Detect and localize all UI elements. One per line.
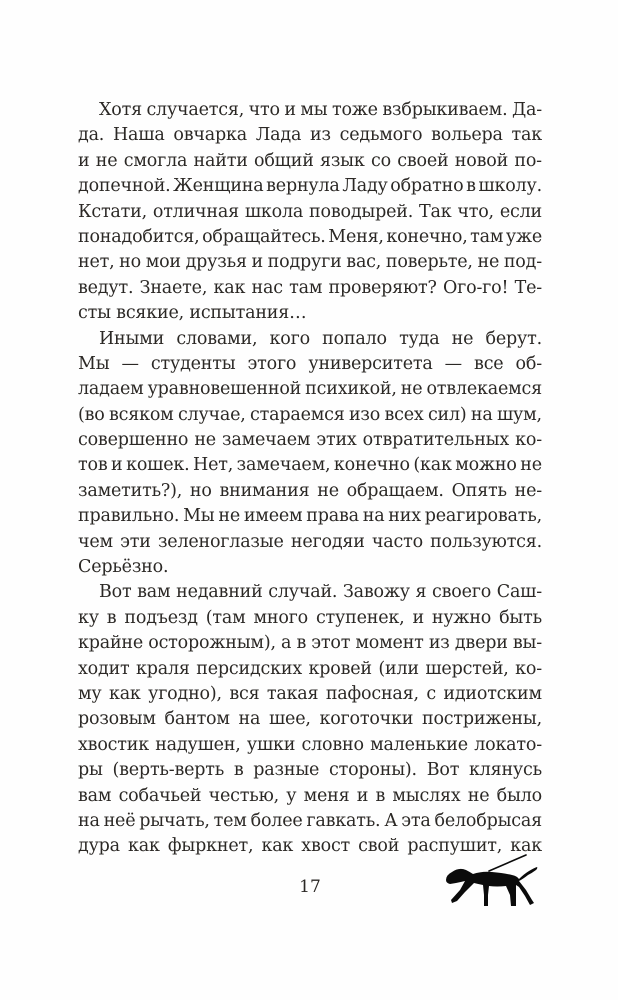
text-line: правильно. Мы не имеем права на них реагировать, xyxy=(78,506,542,527)
text-line: да. Наша овчарка Лада из седьмого вольера так xyxy=(78,125,542,146)
leash-line xyxy=(489,855,526,871)
text-line: тов и кошек. Нет, замечаем, конечно (как можно не xyxy=(78,455,542,476)
page-number: 17 xyxy=(299,877,321,897)
text-line: ку в подъезд (там много ступенек, и нужно быть xyxy=(78,607,542,628)
text-line: вам собачьей честью, у меня и в мыслях не было xyxy=(78,785,542,806)
text-line: Кстати, отличная школа поводырей. Так что, если xyxy=(78,201,542,222)
text-line: Вот вам недавний случай. Завожу я своего Саш- xyxy=(99,582,542,603)
text-line: ходит краля персидских кровей (или шерстей, ко- xyxy=(78,658,542,679)
text-line: допечной. Женщина вернула Ладу обратно в школу. xyxy=(78,176,542,197)
text-line: Иными словами, кого попало туда не берут. xyxy=(99,328,542,349)
text-line: ведут. Знаете, как нас там проверяют? Ого-го! Те- xyxy=(78,277,542,298)
text-line: дура как фыркнет, как хвост свой распушит, как xyxy=(78,836,542,857)
text-line: понадобится, обращайтесь. Меня, конечно, там уже xyxy=(78,226,542,247)
text-line: на неё рычать, тем более гавкать. А эта белобрысая xyxy=(78,810,542,831)
text-line: крайне осторожным), а в этот момент из двери вы- xyxy=(78,633,542,654)
text-line: сты всякие, испытания… xyxy=(78,303,307,324)
text-line: ладаем уравновешенной психикой, не отвлекаемся xyxy=(78,379,542,400)
text-line: чем эти зеленоглазые негодяи часто пользуются. xyxy=(78,531,542,552)
dog-silhouette-icon xyxy=(440,854,540,914)
text-line: Хотя случается, что и мы тоже взбрыкиваем. Да- xyxy=(99,100,542,120)
text-line: и не смогла найти общий язык со своей новой по- xyxy=(78,150,542,171)
text-line: Серьёзно. xyxy=(78,557,169,578)
text-line: нет, но мои друзья и подруги вас, поверьте, не под- xyxy=(78,252,542,273)
text-line: му как угодно), вся такая пафосная, с идиотским xyxy=(78,683,542,704)
text-line: совершенно не замечаем этих отвратительных ко- xyxy=(78,430,542,451)
text-line: заметить?), но внимания не обращаем. Опять не- xyxy=(78,480,542,501)
text-line: розовым бантом на шее, коготочки пострижены, xyxy=(78,709,542,730)
text-line: ры (верть-верть в разные стороны). Вот клянусь xyxy=(78,760,542,781)
text-line: (во всяком случае, стараемся изо всех сил) на шум, xyxy=(78,404,542,425)
text-block xyxy=(78,98,542,860)
text-line: Мы — студенты этого университета — все об- xyxy=(78,353,542,374)
dog-body xyxy=(446,867,537,906)
text-line: хвостик надушен, ушки словно маленькие локато- xyxy=(78,734,542,755)
